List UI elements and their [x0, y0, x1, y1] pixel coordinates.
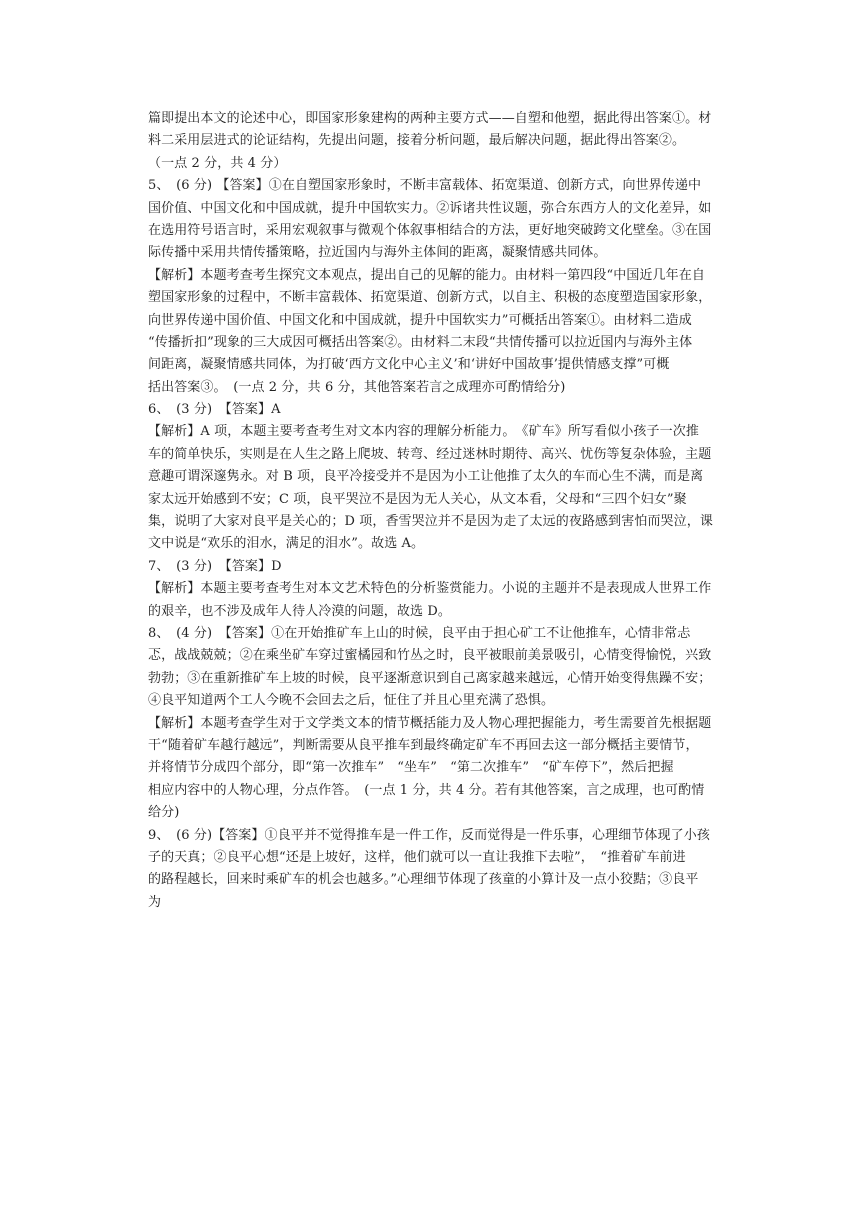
text-line: 相应内容中的人物心理，分点作答。 (一点 1 分，共 4 分。若有其他答案，言之成理，也可酌情 [148, 782, 705, 798]
text-line: 干“随着矿车越行越远”，判断需要从良平推车到最终确定矿车不再回去这一部分概括主要情节， [148, 737, 699, 753]
text-line: 料二采用层进式的论证结构，先提出问题，接着分析问题，最后解决问题，据此得出答案②。 [148, 133, 686, 149]
text-line: 篇即提出本文的论述中心，即国家形象建构的两种主要方式——自塑和他塑，据此得出答案①。材 [148, 111, 712, 126]
text-line: 子的天真；②良平心想“还是上坡好，这样，他们就可以一直让我推下去啦”， “推着矿车前进 [148, 849, 686, 865]
analysis-line: 【解析】本题考查考生探究文本观点，提出自己的见解的能力。由材料一第四段“中国近几年在自 [148, 267, 705, 283]
text-line: 括出答案③。 (一点 2 分，共 6 分，其他答案若言之成理亦可酌情给分) [148, 379, 566, 395]
text-line: 塑国家形象的过程中，不断丰富载体、拓宽渠道、创新方式，以自主、积极的态度塑造国家形象， [148, 290, 712, 306]
text-line: 给分) [148, 805, 180, 821]
text-line: 的艰辛，也不涉及成年人待人冷漠的问题，故选 D。 [148, 603, 451, 619]
text-line: 家太远开始感到不安；C 项，良平哭泣不是因为无人关心，从文本看，父母和“三四个妇女”聚 [148, 491, 687, 507]
answer-6-line: 6、 (3 分) 【答案】A [148, 402, 281, 418]
text-line: 在选用符号语言时，采用宏观叙事与微观个体叙事相结合的方法，更好地突破跨文化壁垒。③在国 [148, 222, 712, 238]
text-line: 忑，战战兢兢；②在乘坐矿车穿过蜜橘园和竹丛之时，良平被眼前美景吸引，心情变得愉悦，兴致 [148, 648, 712, 664]
analysis-line: 【解析】本题考查学生对于文学类文本的情节概括能力及人物心理把握能力，考生需要首先根据题 [148, 715, 712, 731]
analysis-line: 【解析】本题主要考查考生对本文艺术特色的分析鉴赏能力。小说的主题并不是表现成人世界工作 [148, 581, 712, 597]
text-line: （一点 2 分，共 4 分） [148, 155, 287, 171]
answer-8-line: 8、 (4 分) 【答案】①在开始推矿车上山的时候，良平由于担心矿工不让他推车，心情非常忐 [148, 625, 691, 641]
text-line: 间距离，凝聚情感共同体，为打破‘西方文化中心主义’和‘讲好中国故事’提供情感支撑”可概 [148, 357, 670, 373]
text-line: 的路程越长，回来时乘矿车的机会也越多。”心理细节体现了孩童的小算计及一点小狡黠；③良平 [148, 872, 699, 888]
text-line: 为 [148, 894, 162, 910]
text-line: 意趣可谓深邃隽永。对 B 项，良平冷接受并不是因为小工让他推了太久的车而心生不满，而是离 [148, 469, 704, 485]
text-line: 文中说是“欢乐的泪水，满足的泪水”。故选 A。 [148, 536, 425, 552]
text-line: 并将情节分成四个部分，即“第一次推车” “坐车” “第二次推车” “矿车停下”，然后把握 [148, 760, 674, 776]
text-line: 集，说明了大家对良平是关心的；D 项，香雪哭泣并不是因为走了太远的夜路感到害怕而哭泣，课 [148, 514, 713, 530]
answer-7-line: 7、 (3 分) 【答案】D [148, 558, 282, 574]
text-line: “传播折扣”现象的三大成因可概括出答案②。由材料二末段“共情传播可以拉近国内与海外主体 [148, 334, 693, 350]
text-line: 国价值、中国文化和中国成就，提升中国软实力。②诉诸共性议题，弥合东西方人的文化差异，如 [148, 200, 712, 216]
text-line: 勃勃；③在重新推矿车上坡的时候，良平逐渐意识到自己离家越来越远，心情开始变得焦躁不安； [148, 670, 712, 686]
answer-9-line: 9、 (6 分)【答案】①良平并不觉得推车是一件工作，反而觉得是一件乐事，心理细节体现了小孩 [148, 827, 710, 843]
analysis-line: 【解析】A 项，本题主要考查考生对文本内容的理解分析能力。 《矿车》所写看似小孩子一次推 [148, 424, 699, 440]
document-body [148, 108, 728, 914]
text-line: 际传播中采用共情传播策略，拉近国内与海外主体间的距离，凝聚情感共同体。 [148, 245, 607, 261]
answer-5-line: 5、 (6 分) 【答案】①在自塑国家形象时，不断丰富载体、拓宽渠道、创新方式，向世界传递中 [148, 178, 702, 194]
text-line: 向世界传递中国价值、中国文化和中国成就，提升中国软实力”可概括出答案①。由材料二造成 [148, 312, 692, 328]
text-line: ④良平知道两个工人今晚不会回去之后，怔住了并且心里充满了恐惧。 [148, 693, 555, 709]
text-line: 车的简单快乐，实则是在人生之路上爬坡、转弯、经过迷林时期待、高兴、忧伤等复杂体验，主题 [148, 446, 712, 462]
